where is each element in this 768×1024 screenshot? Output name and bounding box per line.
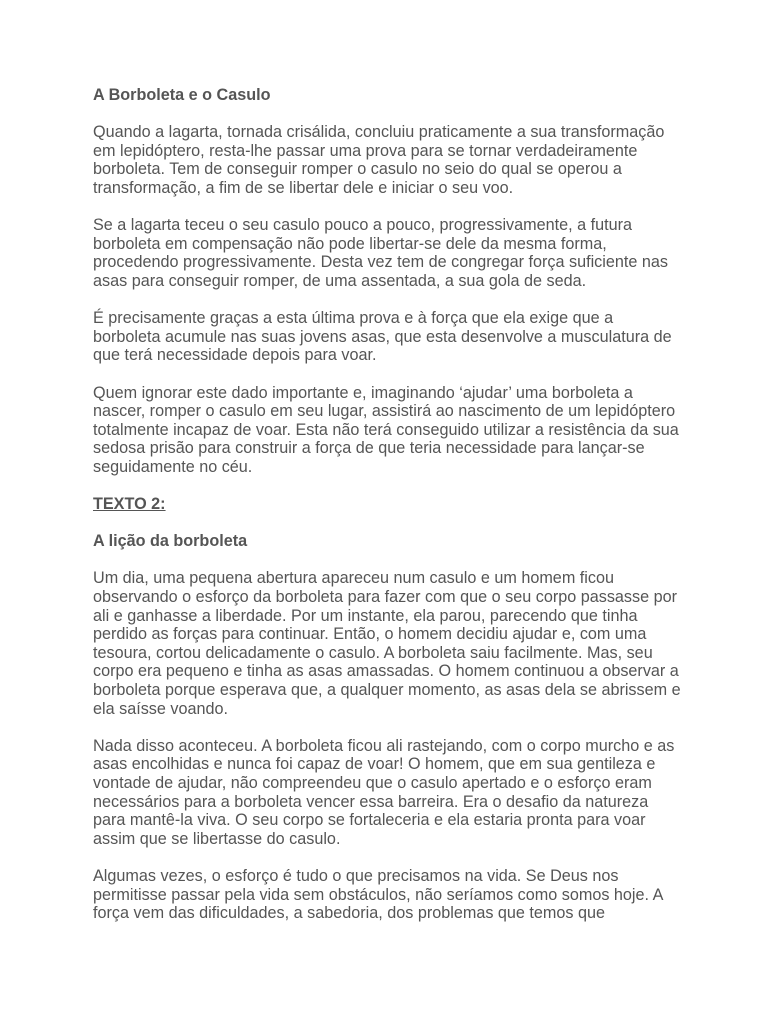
paragraph: Um dia, uma pequena abertura apareceu num casulo e um homem ficou observando o esforço da borboleta para fazer com que o seu corpo passasse por ali e ganhasse a liberdade. Por um instante, ela parou, parecendo que tinha perdido as forças para continuar. Então, o homem decidiu ajudar e, com uma tesoura, cortou delicadamente o casulo. A borboleta saiu facilmente. Mas, seu corpo era pequeno e tinha as asas amassadas. O homem continuou a observar a borboleta porque esperava que, a qualquer momento, as asas dela se abrissem e ela saísse voando. <box>93 569 681 718</box>
paragraph: Nada disso aconteceu. A borboleta ficou ali rastejando, com o corpo murcho e as asas encolhidas e nunca foi capaz de voar! O homem, que em sua gentileza e vontade de ajudar, não compreendeu que o casulo apertado e o esforço eram necessários para a borboleta vencer essa barreira. Era o desafio da natureza para mantê-la viva. O seu corpo se fortaleceria e ela estaria pronta para voar assim que se libertasse do casulo. <box>93 736 675 848</box>
paragraph: Quem ignorar este dado importante e, imaginando ‘ajudar’ uma borboleta a nascer, romper o casulo em seu lugar, assistirá ao nascimento de um lepidóptero totalmente incapaz de voar. Esta não terá conseguido utilizar a resistência da sua sedosa prisão para construir a força de que teria necessidade para lançar-se seguidamente no céu. <box>93 383 679 476</box>
paragraph: É precisamente graças a esta última prova e à força que ela exige que a borboleta acumule nas suas jovens asas, que esta desenvolve a musculatura de que terá necessidade depois para voar. <box>93 309 672 365</box>
paragraph: Quando a lagarta, tornada crisálida, concluiu praticamente a sua transformação em lepidóptero, resta-lhe passar uma prova para se tornar verdadeiramente borboleta. Tem de conseguir romper o casulo no seio do qual se operou a transformação, a fim de se libertar dele e iniciar o seu voo. <box>93 123 665 197</box>
section-label-texto-2: TEXTO 2: <box>93 495 166 514</box>
title-borboleta-casulo: A Borboleta e o Casulo <box>93 86 271 104</box>
document-page <box>93 86 683 941</box>
paragraph: Se a lagarta teceu o seu casulo pouco a pouco, progressivamente, a futura borboleta em compensação não pode libertar-se dele da mesma forma, procedendo progressivamente. Desta vez tem de congregar força suficiente nas asas para conseguir romper, de uma assentada, a sua gola de seda. <box>93 216 668 290</box>
paragraph: Algumas vezes, o esforço é tudo o que precisamos na vida. Se Deus nos permitisse passar pela vida sem obstáculos, não seríamos como somos hoje. A força vem das dificuldades, a sabedoria, dos problemas que temos que <box>93 866 663 923</box>
title-licao-borboleta: A lição da borboleta <box>93 532 248 551</box>
